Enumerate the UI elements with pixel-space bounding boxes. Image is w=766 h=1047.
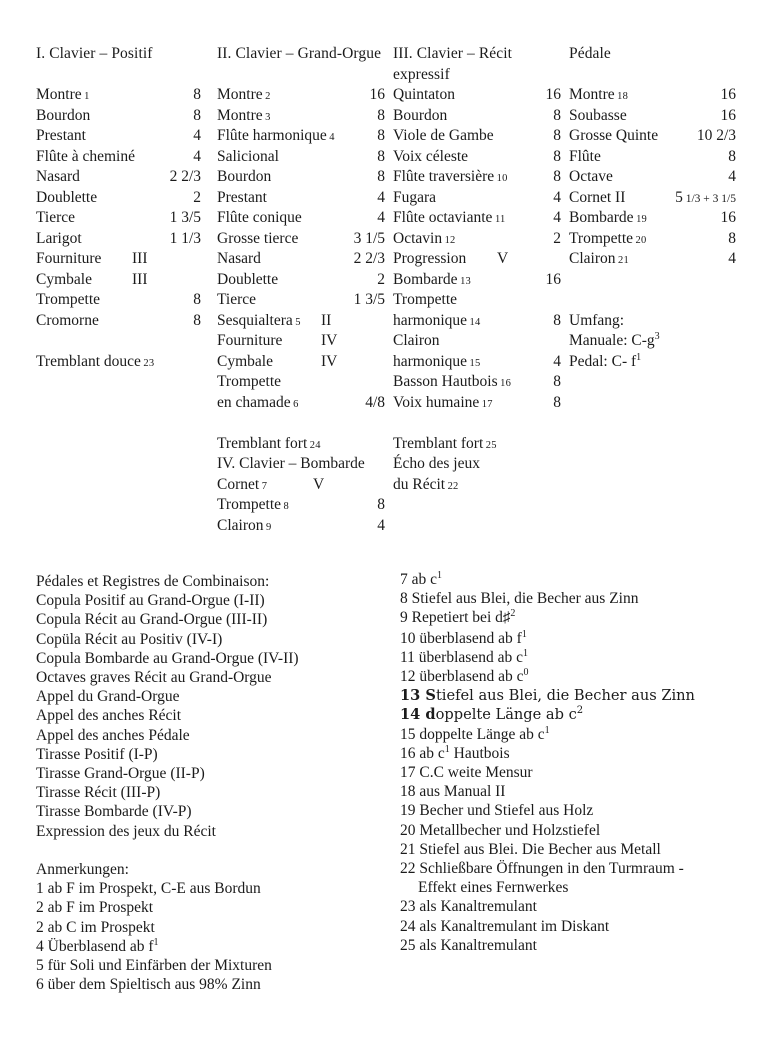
remark-item: 21 Stiefel aus Blei. Die Becher aus Metall (400, 840, 661, 858)
stop-pitch: 4 (728, 168, 736, 185)
stop-row (393, 229, 561, 250)
stop-row (217, 126, 385, 147)
accessory-row (393, 434, 561, 455)
stop-row (36, 106, 201, 127)
stop-footnote-marker: 1 (84, 91, 90, 102)
stop-name: Montre (217, 86, 263, 103)
stop-name: Fugara (393, 188, 437, 206)
compass-heading: Umfang: (569, 311, 625, 329)
stop-name: Clairon (393, 332, 440, 349)
stop-footnote-marker: 9 (266, 521, 272, 533)
stop-pitch: 2 2/3 (169, 168, 201, 185)
stop-pitch: 16 (369, 86, 385, 103)
stop-row (393, 85, 561, 106)
stop-pitch: 8 (377, 127, 385, 144)
stop-pitch: 3 1/5 (353, 229, 385, 247)
sub-division-title: IV. Clavier – Bombarde (217, 455, 365, 472)
stop-row (393, 208, 561, 229)
stop-footnote-marker: 12 (444, 234, 456, 246)
stop-row (217, 270, 385, 291)
stop-row (393, 331, 561, 352)
stop-row (217, 331, 385, 352)
accessory-row (36, 352, 201, 373)
compass-line: Pedal: C- $f^1$ (569, 351, 642, 370)
combination-item: Expression des jeux du Récit (36, 822, 216, 840)
stop-name: Trompette (217, 373, 282, 390)
stop-pitch: 5 1/3 + 3 1/5 (675, 188, 736, 206)
stop-name: Trompette (393, 291, 458, 308)
stop-list (217, 475, 385, 537)
remark-item: 12 überblasend ab $c^0$ (400, 666, 529, 686)
combination-item: Appel du Grand-Orgue (36, 688, 180, 706)
stop-footnote-marker: 7 (261, 480, 268, 492)
stop-row (36, 311, 201, 332)
remark-item: Effekt eines Fernwerkes (418, 879, 569, 897)
stop-row (217, 290, 385, 311)
stop-name: Cornet II (569, 188, 626, 206)
stop-rank-count: V (497, 250, 509, 267)
stop-row (569, 208, 736, 229)
stop-footnote-marker: 11 (494, 214, 506, 225)
remark-item: 4 Überblasend ab $f^1$ (36, 936, 159, 955)
stop-row (393, 167, 561, 188)
combination-item: Tirasse Bombarde (IV-P) (36, 803, 192, 821)
stop-name: Octave (569, 168, 613, 185)
remark-item: 25 als Kanaltremulant (400, 936, 537, 954)
stop-row (393, 126, 561, 147)
stop-pitch: 10 2/3 (696, 127, 736, 144)
stop-pitch: 2 (377, 270, 385, 288)
stop-name: Bombarde (569, 209, 634, 226)
stop-pitch: 8 (553, 311, 561, 329)
remark-item: 6 über dem Spieltisch aus 98% Zinn (36, 976, 261, 994)
division-title: III. Clavier – Récit expressif (393, 45, 513, 83)
remarks-heading: Anmerkungen: (36, 861, 129, 879)
stop-pitch: 16 (545, 86, 561, 103)
stop-row (569, 147, 736, 168)
remark-item: 13 Stiefel aus Blei, die Becher aus Zinn (400, 687, 695, 705)
combination-item: Octaves graves Récit au Grand-Orgue (36, 669, 272, 687)
stop-row (217, 229, 385, 250)
stop-pitch: 1 1/3 (169, 229, 201, 247)
stop-name: Progression (393, 250, 467, 267)
stop-row (217, 352, 385, 373)
stop-row (36, 290, 201, 311)
stop-list (217, 85, 385, 413)
accessory-label: Tremblant fort (217, 434, 308, 452)
combination-item: Tirasse Récit (III-P) (36, 784, 161, 802)
stop-footnote-marker: 5 (295, 316, 301, 328)
combination-item: Copula Positif au Grand-Orgue (I-II) (36, 592, 265, 610)
remark-item: 15 doppelte Länge ab $c^1$ (400, 724, 550, 743)
stop-name: Larigot (36, 229, 82, 247)
stop-row (393, 106, 561, 127)
stop-rank-count: III (132, 270, 148, 288)
stop-pitch: 8 (553, 127, 561, 144)
remark-item: 23 als Kanaltremulant (400, 898, 537, 916)
stop-row (393, 147, 561, 168)
remark-item: 1 ab F im Prospekt, C-E aus Bordun (36, 880, 261, 898)
accessory-label: Tremblant douce (36, 352, 141, 370)
stop-name: Cymbale (217, 352, 273, 370)
accessory-row (393, 454, 561, 475)
stop-pitch: 8 (377, 147, 385, 165)
stop-name: Montre (569, 86, 615, 103)
stop-row (393, 249, 561, 270)
combination-item: Copüla Récit au Positiv (IV-I) (36, 630, 223, 648)
stop-pitch: 16 (720, 209, 736, 226)
stop-row (217, 475, 385, 496)
stop-row (36, 167, 201, 188)
stop-name: Flûte harmonique (217, 127, 327, 144)
stop-pitch: 8 (553, 147, 561, 165)
stop-name: Bourdon (393, 106, 448, 124)
division-bombarde (217, 454, 385, 536)
stop-row (569, 167, 736, 188)
stop-name: Fourniture (217, 332, 283, 349)
stop-pitch: 4 (377, 209, 385, 226)
stop-pitch: 16 (720, 106, 736, 124)
remark-item: 17 C.C weite Mensur (400, 764, 533, 782)
accessory-label: Écho des jeux (393, 455, 480, 472)
combinations-heading: Pédales et Registres de Combinaison: (36, 573, 270, 590)
stoplist-table (36, 44, 736, 534)
spacer (569, 290, 736, 311)
stop-pitch: 1 3/5 (353, 291, 385, 308)
stop-pitch: 4 (193, 127, 201, 144)
stop-name: Basson Hautbois (393, 373, 498, 390)
stop-pitch: 4 (728, 250, 736, 267)
division-title: Pédale (569, 45, 611, 62)
division-pedale (569, 44, 736, 372)
stop-pitch: 8 (553, 393, 561, 411)
stop-name: Tierce (217, 291, 257, 308)
remark-item: 18 aus Manual II (400, 783, 506, 801)
stop-row (217, 208, 385, 229)
stop-footnote-marker: 20 (635, 234, 647, 246)
stop-rank-count: IV (321, 352, 338, 370)
stop-row (217, 372, 385, 393)
stop-row (217, 106, 385, 127)
stop-name: Bourdon (36, 106, 91, 124)
stop-pitch: 8 (377, 106, 385, 124)
combinations-list (36, 591, 386, 841)
combinations-and-remarks (36, 572, 386, 994)
stop-row (569, 188, 736, 209)
stop-name: Montre (217, 106, 263, 124)
division-positif (36, 44, 201, 372)
extras-list (393, 434, 561, 496)
stop-row (217, 147, 385, 168)
stop-row (569, 85, 736, 106)
stop-name: Trompette (36, 291, 101, 308)
remark-item: 2 ab F im Prospekt (36, 899, 154, 917)
stop-row (569, 106, 736, 127)
stop-name: Doublette (36, 188, 98, 206)
stop-name: Flûte octaviante (393, 209, 493, 226)
stop-name: en chamade (217, 393, 291, 411)
stop-row (36, 208, 201, 229)
stop-name: Quintaton (393, 86, 455, 103)
stop-footnote-marker: 8 (283, 501, 289, 512)
stop-footnote-marker: 4 (329, 132, 335, 143)
stop-list (393, 85, 561, 413)
accessory-label: du Récit (393, 475, 446, 493)
stop-row (217, 167, 385, 188)
stop-rank-count: IV (321, 332, 338, 349)
stop-footnote-marker: 13 (460, 275, 471, 287)
remarks-right-list (400, 570, 750, 955)
stop-name: Flûte conique (217, 209, 302, 226)
remark-item: 2 ab C im Prospekt (36, 918, 155, 936)
stop-name: Prestant (217, 188, 267, 206)
remark-item: 5 für Soli und Einfärben der Mixturen (36, 957, 272, 975)
stop-pitch: 2 (553, 229, 561, 247)
stop-row (569, 249, 736, 270)
accessory-label: Tremblant fort (393, 434, 484, 452)
stop-name: Clairon (569, 250, 616, 267)
stop-name: Grosse tierce (217, 229, 299, 247)
stop-pitch: 4 (377, 188, 385, 206)
remarks-left-list (36, 879, 386, 994)
remark-item: 9 Repetiert bei d♯$^2$ (400, 608, 516, 627)
spacer (217, 413, 385, 434)
combination-item: Tirasse Positif (I-P) (36, 745, 158, 763)
stop-name: Fourniture (36, 250, 102, 267)
stop-pitch: 2 (193, 188, 201, 206)
stop-pitch: 4 (377, 516, 385, 534)
stop-list (36, 85, 201, 331)
stop-footnote-marker: 2 (265, 91, 271, 102)
stop-list (569, 85, 736, 270)
stop-name: harmonique (393, 311, 468, 329)
compass-line: Manuale: $C-g^3$ (569, 330, 660, 349)
stop-row (217, 311, 385, 332)
stop-pitch: 8 (377, 168, 385, 185)
stop-row (393, 290, 561, 311)
remark-item: 22 Schließbare Öffnungen in den Turmraum - (400, 860, 684, 878)
stop-pitch: 1 3/5 (169, 209, 201, 226)
stop-row (393, 188, 561, 209)
stop-pitch: 8 (193, 311, 201, 329)
stop-row (217, 495, 385, 516)
stop-row (217, 85, 385, 106)
stop-footnote-marker: 17 (481, 398, 493, 410)
stop-pitch: 2 2/3 (353, 250, 385, 267)
stop-footnote-marker: 6 (293, 398, 299, 410)
accessory-row (217, 434, 385, 455)
division-recit (393, 44, 561, 495)
stop-rank-count: III (132, 250, 148, 267)
extras-list (36, 352, 201, 373)
stop-pitch: 4/8 (365, 393, 385, 411)
stop-pitch: 4 (553, 352, 561, 370)
stop-row (36, 126, 201, 147)
spacer (36, 841, 386, 860)
stop-pitch: 8 (193, 106, 201, 124)
stop-pitch: 16 (720, 86, 736, 103)
division-title: II. Clavier – Grand-Orgue (217, 45, 382, 62)
stop-row (36, 270, 201, 291)
stop-pitch: 8 (553, 168, 561, 185)
stop-footnote-marker: 22 (447, 480, 459, 492)
stop-name: Tierce (36, 209, 76, 226)
stop-row (36, 147, 201, 168)
stop-row (36, 229, 201, 250)
stop-name: Sesquialtera (217, 311, 293, 329)
stop-name: Grosse Quinte (569, 127, 659, 144)
stop-name: Doublette (217, 270, 279, 288)
division-title: I. Clavier – Positif (36, 45, 153, 62)
stop-row (569, 229, 736, 250)
combination-item: Appel des anches Pédale (36, 726, 190, 744)
remark-item: 19 Becher und Stiefel aus Holz (400, 802, 594, 820)
stop-footnote-marker: 18 (617, 91, 629, 102)
stop-name: Soubasse (569, 106, 627, 124)
accessory-row (393, 475, 561, 496)
stop-name: Flûte traversière (393, 168, 495, 185)
extras-list (217, 434, 385, 455)
spacer (393, 413, 561, 434)
remark-item: 16 ab $c^1$ Hautbois (400, 743, 510, 762)
stop-rank-count: II (321, 311, 332, 329)
stop-row (393, 372, 561, 393)
stop-pitch: 4 (553, 188, 561, 206)
stop-row (217, 188, 385, 209)
stop-name: Salicional (217, 147, 279, 165)
stop-name: Flûte à cheminé (36, 147, 135, 165)
stop-row (36, 85, 201, 106)
combination-item: Tirasse Grand-Orgue (II-P) (36, 765, 205, 783)
stop-row (393, 311, 561, 332)
stop-name: Flûte (569, 147, 601, 165)
compass-block (569, 270, 736, 373)
stop-name: Cornet (217, 475, 260, 493)
stop-footnote-marker: 21 (618, 255, 629, 266)
stop-row (36, 188, 201, 209)
remark-item: 14 doppelte Länge ab $c^2$ (400, 705, 584, 724)
remark-item: 20 Metallbecher und Holzstiefel (400, 821, 601, 839)
stop-name: Octavin (393, 229, 443, 247)
stop-name: Nasard (36, 168, 80, 185)
stop-name: Bombarde (393, 270, 458, 288)
stop-name: Prestant (36, 127, 86, 144)
remark-item: 8 Stiefel aus Blei, die Becher aus Zinn (400, 590, 639, 608)
stop-pitch: 4 (553, 209, 561, 226)
stop-row (393, 393, 561, 414)
remark-item: 10 überblasend ab $f^1$ (400, 628, 527, 647)
stop-footnote-marker: 3 (265, 111, 271, 123)
stop-pitch: 8 (377, 496, 385, 513)
stop-footnote-marker: 14 (469, 316, 481, 328)
stop-pitch: 8 (728, 229, 736, 247)
division-grand-orgue (217, 44, 385, 536)
stop-row (217, 393, 385, 414)
stop-name: Nasard (217, 250, 261, 267)
stop-name: Viole de Gambe (393, 127, 494, 144)
stop-row (217, 249, 385, 270)
stop-footnote-marker: 16 (500, 378, 512, 389)
stop-name: Bourdon (217, 168, 272, 185)
stop-row (217, 516, 385, 537)
remark-item: 7 ab $c^1$ (400, 569, 443, 588)
stop-footnote-marker: 19 (636, 214, 647, 225)
stop-row (393, 352, 561, 373)
stop-footnote-marker: 10 (496, 173, 508, 184)
stop-name: Voix céleste (393, 147, 469, 165)
remark-item: 24 als Kanaltremulant im Diskant (400, 917, 610, 935)
remark-item: 11 überblasend ab $c^1$ (400, 647, 528, 666)
stop-footnote-marker: 23 (143, 357, 155, 369)
stop-name: Trompette (217, 496, 282, 513)
stop-row (36, 249, 201, 270)
stop-name: Voix humaine (393, 393, 480, 411)
stop-rank-count: V (313, 475, 325, 493)
stop-name: Montre (36, 86, 82, 103)
stop-pitch: 8 (553, 373, 561, 390)
combination-item: Appel des anches Récit (36, 707, 182, 725)
combination-item: Copula Bombarde au Grand-Orgue (IV-II) (36, 649, 299, 667)
stop-row (393, 270, 561, 291)
stop-pitch: 8 (193, 291, 201, 308)
stop-pitch: 8 (728, 147, 736, 165)
stop-pitch: 8 (193, 86, 201, 103)
stop-pitch: 16 (545, 270, 561, 288)
stop-name: Cymbale (36, 270, 92, 288)
spacer (36, 331, 201, 352)
stop-name: Cromorne (36, 311, 99, 329)
stop-pitch: 8 (553, 106, 561, 124)
stop-footnote-marker: 24 (309, 439, 321, 451)
combination-item: Copula Récit au Grand-Orgue (III-II) (36, 611, 268, 629)
stop-name: harmonique (393, 352, 468, 370)
stop-footnote-marker: 25 (485, 439, 497, 451)
stop-pitch: 4 (193, 147, 201, 165)
stop-row (569, 126, 736, 147)
stop-name: Trompette (569, 229, 634, 247)
stop-footnote-marker: 15 (469, 357, 481, 369)
stop-name: Clairon (217, 516, 264, 534)
spacer (569, 270, 736, 291)
